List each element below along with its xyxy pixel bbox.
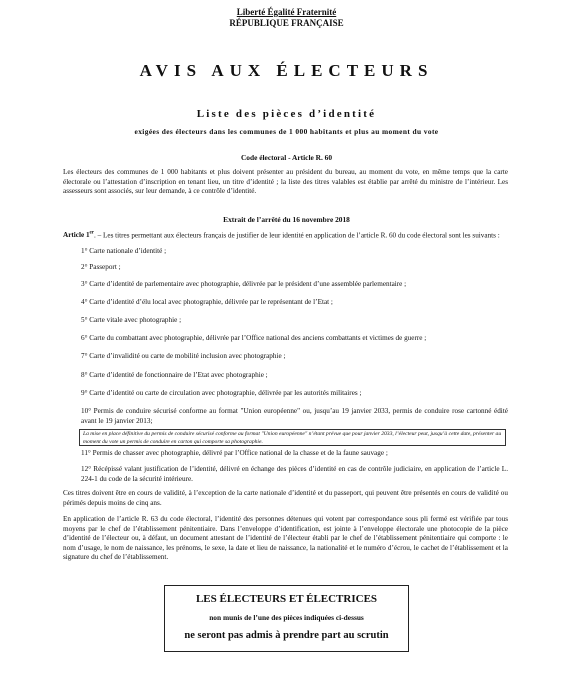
article-text: . – Les titres permettant aux électeurs français de justifier de leur identité en application de l’article R. 60 du code électoral sont les suivants : bbox=[94, 231, 500, 240]
list-item: 7° Carte d’invalidité ou carte de mobilité inclusion avec photographie ; bbox=[81, 352, 286, 360]
list-item: 12° Récépissé valant justification de l’identité, délivré en échange des pièces d’identité en cas de contrôle judiciaire, en application de l’article L. 224-1 du code de la sécurité intérieure. bbox=[81, 465, 508, 483]
intro-paragraph: Les électeurs des communes de 1 000 habitants et plus doivent présenter au président du bureau, au moment du vote, en même temps que la carte électorale ou l’attestation d’inscription en tenant lieu, un titre d’identité ; la liste des titres valables est établie par arrêté du ministre de l’intérieur. Les assesseurs sont associés, sur leur demande, à ce contrôle d’identité. bbox=[63, 168, 508, 196]
republic-name: RÉPUBLIQUE FRANÇAISE bbox=[229, 18, 344, 28]
list-item: 5° Carte vitale avec photographie ; bbox=[81, 316, 182, 324]
validity-paragraph: Ces titres doivent être en cours de validité, à l’exception de la carte nationale d’identité et du passeport, qui peuvent être présentés en cours de validité ou périmés depuis moins de cinq ans. bbox=[63, 489, 508, 507]
list-item: 9° Carte d’identité ou carte de circulation avec photographie, délivrée par les autorités militaires ; bbox=[81, 389, 362, 397]
list-item: 6° Carte du combattant avec photographie, délivrée par l’Office national des anciens combattants et victimes de guerre ; bbox=[81, 334, 427, 342]
list-item: 1° Carte nationale d’identité ; bbox=[81, 247, 167, 255]
motto: Liberté Égalité Fraternité bbox=[236, 7, 337, 17]
list-item: 3° Carte d’identité de parlementaire avec photographie, délivrée par le président d’une assemblée parlementaire ; bbox=[81, 280, 407, 288]
note-box: La mise en place définitive du permis de conduire sécurisé conforme au format "Union européenne" n’étant prévue que pour janvier 2033, l’électeur peut, jusqu’à cette date, présenter au moment du vote un permis de conduire en carton qui comporte sa photographie. bbox=[79, 429, 506, 446]
warning-box bbox=[164, 585, 409, 652]
section-subtitle: exigées des électeurs dans les communes de 1 000 habitants et plus au moment du vote bbox=[134, 127, 439, 136]
page-title: AVIS AUX ÉLECTEURS bbox=[139, 61, 434, 80]
article-label: Article 1 bbox=[63, 231, 90, 240]
list-item: 8° Carte d’identité de fonctionnaire de l’Etat avec photographie ; bbox=[81, 371, 268, 379]
warning-subtitle: non munis de l’une des pièces indiquées ci-dessus bbox=[209, 613, 364, 622]
list-item: 2° Passeport ; bbox=[81, 263, 121, 271]
list-item: 11° Permis de chasser avec photographie, délivré par l’Office national de la chasse et de la faune sauvage ; bbox=[81, 449, 388, 457]
article-sup: er bbox=[89, 231, 94, 236]
extract-heading: Extrait de l’arrêté du 16 novembre 2018 bbox=[223, 215, 350, 224]
warning-title: LES ÉLECTEURS ET ÉLECTRICES bbox=[195, 593, 378, 605]
article-paragraph bbox=[63, 229, 508, 241]
warning-bottom: ne seront pas admis à prendre part au scrutin bbox=[184, 630, 389, 641]
section-title: Liste des pièces d’identité bbox=[196, 108, 377, 120]
list-item-10: 10° Permis de conduire sécurisé conforme au format "Union européenne" ou, jusqu’au 19 janvier 2033, permis de conduire rose cartonné édité avant le 19 janvier 2013; bbox=[81, 407, 508, 425]
detenus-paragraph: En application de l’article R. 63 du code électoral, l’identité des personnes détenues qui votent par correspondance sous pli fermé est vérifiée par tous moyens par le chef de l’établissement pénitentiaire. Dans l’enveloppe d’identification, est jointe à l’enveloppe électorale une photocopie de la pièce d’identité de l’électeur ou, à défaut, un document attestant de l’identité de l’électeur établi par le chef de l’établissement pénitentiaire qui comporte : le nom d’usage, le nom de naissance, les prénoms, le sexe, la date et lieu de naissance, la nationalité et le numéro d’écrou, le cachet de l’établissement et la signature du chef de l’établissement. bbox=[63, 515, 508, 562]
list-item: 4° Carte d’identité d’élu local avec photographie, délivrée par le représentant de l’Etat ; bbox=[81, 298, 333, 306]
code-reference: Code électoral - Article R. 60 bbox=[240, 153, 333, 162]
